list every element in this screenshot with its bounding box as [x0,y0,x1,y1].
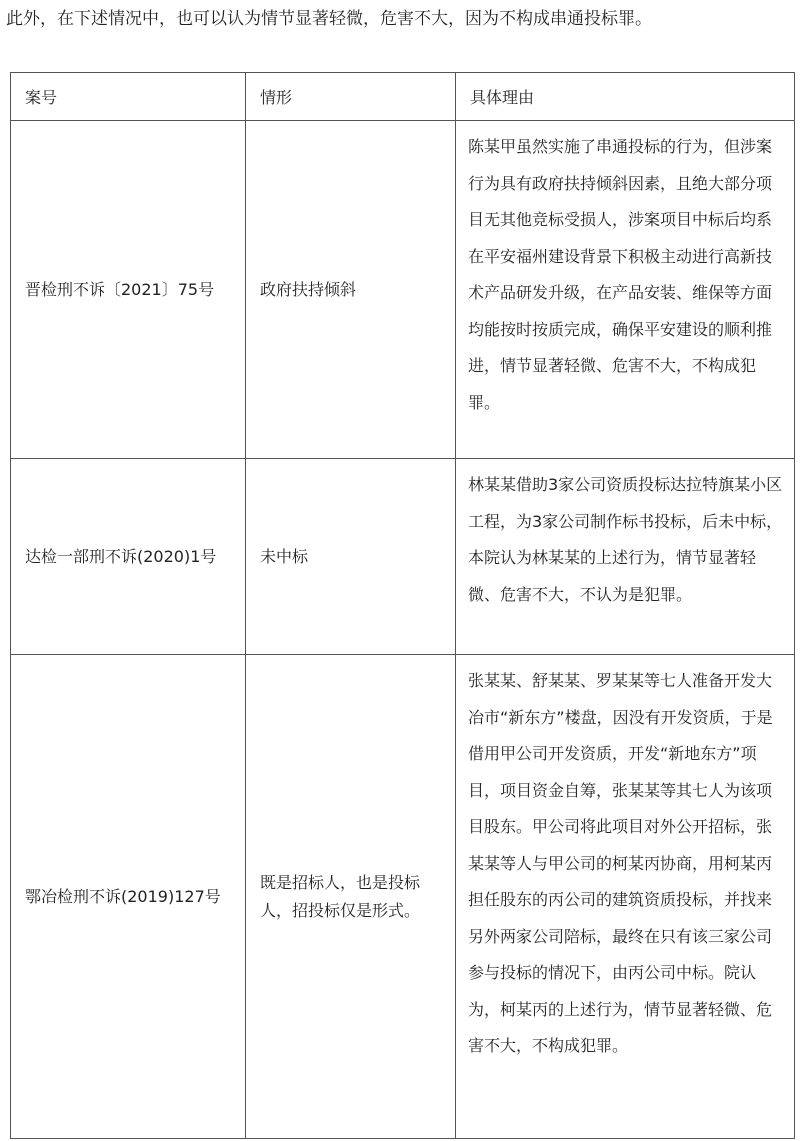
table-row [11,459,795,655]
situation-cell: 未中标 [246,459,456,655]
table-row [11,655,795,1139]
table-row [11,121,795,459]
case-number-cell: 达检一部刑不诉(2020)1号 [11,459,246,655]
reason-cell: 林某某借助3家公司资质投标达拉特旗某小区工程，为3家公司制作标书投标，后未中标，本院认为林某某的上述行为，情节显著轻微、危害不大，不认为是犯罪。 [456,459,795,655]
situation-cell: 既是招标人，也是投标人，招投标仅是形式。 [246,655,456,1139]
case-number-cell: 鄂冶检刑不诉(2019)127号 [11,655,246,1139]
case-table [10,72,795,1139]
reason-cell: 张某某、舒某某、罗某某等七人准备开发大冶市“新东方”楼盘，因没有开发资质，于是借用甲公司开发资质，开发“新地东方”项目，项目资金自筹，张某某等其七人为该项目股东。甲公司将此项目对外公开招标，张某某等人与甲公司的柯某丙协商，用柯某丙担任股东的丙公司的建筑资质投标，并找来另外两家公司陪标，最终在只有该三家公司参与投标的情况下，由丙公司中标。院认为，柯某丙的上述行为，情节显著轻微、危害不大，不构成犯罪。 [456,655,795,1139]
situation-cell: 政府扶持倾斜 [246,121,456,459]
intro-paragraph: 此外，在下述情况中，也可以认为情节显著轻微，危害不大，因为不构成串通投标罪。 [6,9,652,29]
header-case-number: 案号 [11,73,246,121]
header-situation: 情形 [246,73,456,121]
table-header-row [11,73,795,121]
reason-cell: 陈某甲虽然实施了串通投标的行为，但涉案行为具有政府扶持倾斜因素，且绝大部分项目无其他竞标受损人，涉案项目中标后均系在平安福州建设背景下积极主动进行高新技术产品研发升级，在产品安装、维保等方面均能按时按质完成，确保平安建设的顺利推进，情节显著轻微、危害不大，不构成犯罪。 [456,121,795,459]
header-reason: 具体理由 [456,73,795,121]
case-number-cell: 晋检刑不诉〔2021〕75号 [11,121,246,459]
